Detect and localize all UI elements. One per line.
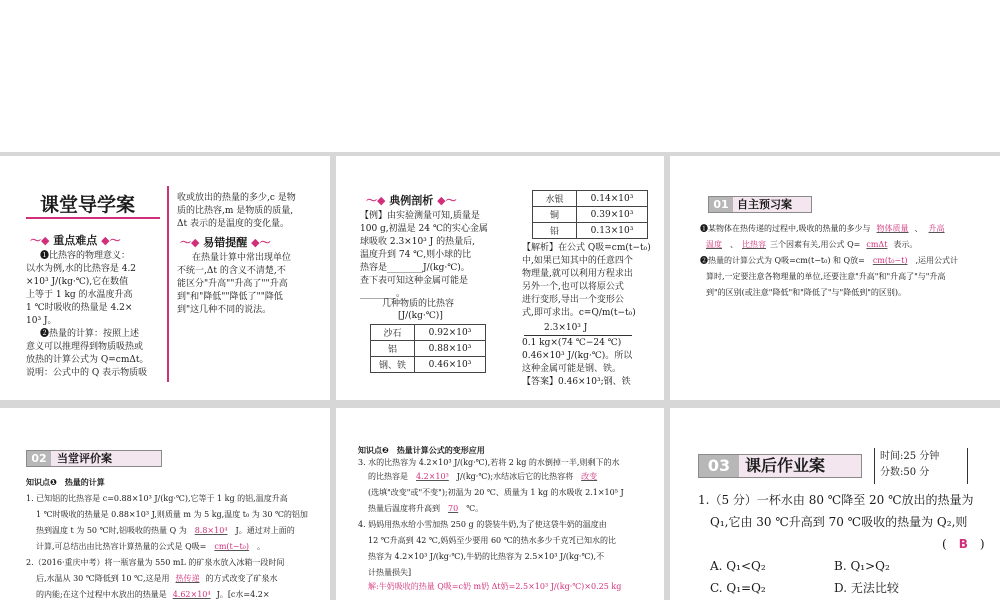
q1-line-3: 热到温度 t 为 50 ℃时,铝吸收的热量 Q 为 8.8×10⁴ J。通过对上面的 bbox=[36, 526, 295, 535]
fill-blank-q1a: 8.8×10⁴ bbox=[194, 526, 228, 535]
option-c: C. Q₁=Q₂ bbox=[710, 581, 766, 595]
hw-q1-line-1: 1.（5 分）一杯水由 80 ℃降至 20 ℃放出的热量为 bbox=[698, 493, 974, 507]
fill-blank-q3b: 改变 bbox=[581, 472, 598, 481]
specific-heat-table bbox=[370, 324, 486, 373]
key-line-4: 上等于 1 kg 的水温度升高 bbox=[26, 290, 133, 300]
section-label: 自主预习案 bbox=[737, 198, 792, 211]
heading-key-points: 〜◆ 重点难点 ◆〜 bbox=[30, 234, 121, 247]
material-cell: 水银 bbox=[533, 191, 577, 207]
key-line-9: 放热的计算公式为 Q=cmΔt。 bbox=[26, 355, 149, 365]
key-line-5: 1 ℃时吸收的热量是 4.2× bbox=[26, 303, 133, 313]
panel-homework bbox=[670, 408, 1000, 600]
time-limit: 时间:25 分钟 bbox=[880, 451, 940, 462]
analysis-line-6: 式,即可求出。c=Q/m(t−t₀) bbox=[522, 308, 636, 318]
example-line-7: ________。 bbox=[360, 289, 406, 299]
fill-blank-q2a: 热传递 bbox=[175, 574, 200, 583]
q1-line-2: 1 ℃时吸收的热量是 0.88×10³ J,则质量 m 为 5 kg,温度 t₀ 为 30 ℃的铝加 bbox=[36, 510, 308, 519]
analysis-line-1: 【解析】在公式 Q吸=cm(t−t₀) bbox=[522, 243, 651, 253]
answer-bracket: ( B ) bbox=[942, 537, 985, 551]
heading-error-tips: 〜◆ 易错提醒 ◆〜 bbox=[180, 236, 271, 249]
page-title: 课堂导学案 bbox=[40, 194, 136, 216]
panel-classroom-guide bbox=[0, 156, 330, 400]
example-line-2: 100 g,初温是 24 ℃的实心金属 bbox=[360, 224, 488, 234]
column-divider bbox=[167, 186, 169, 382]
heat-capacity-cell: 0.39×10³ bbox=[577, 207, 648, 223]
analysis-line-9: 0.46×10³ J/(kg·℃)。所以 bbox=[522, 351, 633, 361]
section-header-01 bbox=[708, 196, 812, 213]
example-line-1: 【例】由实验测量可知,质量是 bbox=[360, 211, 480, 221]
analysis-line-3: 物理量,就可以利用方程求出 bbox=[522, 269, 633, 279]
panel-classroom-evaluation bbox=[0, 408, 330, 600]
fraction-bar bbox=[524, 335, 632, 336]
example-line-5: 热容是________J/(kg·℃)。 bbox=[360, 263, 470, 273]
q4-line-4: 计热量损失] bbox=[368, 568, 412, 577]
key-line-8: 意义可以推理得到物质吸热或 bbox=[26, 342, 144, 352]
preview-line-4: 算时,一定要注意各物理量的单位,还要注意"升高"和"升高了"与"升高 bbox=[706, 272, 946, 281]
option-a: A. Q₁<Q₂ bbox=[710, 559, 766, 573]
section-number: 03 bbox=[699, 455, 739, 477]
score-total: 分数:50 分 bbox=[880, 467, 930, 478]
heat-capacity-cell: 0.92×10³ bbox=[415, 325, 486, 341]
heat-capacity-cell: 0.88×10³ bbox=[415, 341, 486, 357]
fill-blank-4: cmΔt bbox=[866, 240, 888, 249]
table-unit: [J/(kg·℃)] bbox=[398, 311, 443, 321]
fill-blank-5: cm(t₀−t) bbox=[872, 256, 908, 265]
section-label: 课后作业案 bbox=[745, 456, 826, 475]
table-title: 几种物质的比热容 bbox=[382, 299, 455, 309]
hw-q1-line-2: Q₁,它由 30 ℃升高到 70 ℃吸收的热量为 Q₂,则 bbox=[710, 515, 968, 529]
material-cell: 铜 bbox=[533, 207, 577, 223]
option-d: D. 无法比较 bbox=[834, 581, 899, 595]
knowledge-point-1: 知识点❶ 热量的计算 bbox=[26, 478, 105, 487]
preview-line-2: 温度 、 比热容 三个因素有关,用公式 Q= cmΔt 表示。 bbox=[706, 240, 918, 249]
heat-capacity-cell: 0.14×10³ bbox=[577, 191, 648, 207]
q1-line-1: 1. 已知铝的比热容是 c=0.88×10³ J/(kg·℃),它等于 1 kg 的铝,温度升高 bbox=[26, 494, 288, 503]
preview-line-3: ❷热量的计算公式为 Q吸=cm(t−t₀) 和 Q放= cm(t₀−t) ,运用公式计 bbox=[700, 256, 959, 265]
section-number: 01 bbox=[709, 197, 733, 212]
material-cell: 钢、铁 bbox=[371, 357, 415, 373]
fill-blank-q3a: 4.2×10³ bbox=[416, 472, 449, 481]
section-header-02 bbox=[26, 450, 162, 467]
key-line-2: 以水为例,水的比热容是 4.2 bbox=[26, 264, 137, 274]
table-row bbox=[371, 341, 486, 357]
solution-line: 解:牛奶吸收的热量 Q吸=c奶 m奶 Δt奶=2.5×10³ J/(kg·℃)×0.25 kg bbox=[368, 582, 622, 591]
q2-line-1: 2.（2016·重庆中考）将一瓶容量为 550 mL 的矿泉水放入冰箱一段时间 bbox=[26, 558, 285, 567]
preview-line-1: ❶某物体在热传递的过程中,吸收的热量的多少与 物体质量 、 升高 bbox=[700, 224, 945, 233]
material-cell: 铝 bbox=[371, 341, 415, 357]
analysis-denominator: 0.1 kg×(74 ℃−24 ℃) bbox=[522, 338, 622, 348]
q3-line-3: (选填"改变"或"不变");初温为 20 ℃、质量为 1 kg 的水吸收 2.1×10⁵ J bbox=[368, 488, 624, 497]
table-row bbox=[533, 191, 648, 207]
section-header-03 bbox=[698, 454, 862, 478]
page-divider-mid bbox=[0, 400, 1000, 408]
right-line-1: 收或放出的热量的多少,c 是物 bbox=[177, 193, 296, 203]
analysis-line-5: 进行变形,导出一个变形公 bbox=[522, 295, 624, 305]
fill-blank-1: 物体质量 bbox=[876, 224, 909, 233]
panel-self-preview bbox=[670, 156, 1000, 400]
key-line-1: ❶比热容的物理意义： bbox=[40, 251, 131, 261]
example-line-6: 查下表可知这种金属可能是 bbox=[360, 276, 469, 286]
analysis-line-2: 中,如果已知其中的任意四个 bbox=[522, 256, 633, 266]
key-line-10: 说明：公式中的 Q 表示物质吸 bbox=[26, 368, 148, 378]
heat-capacity-cell: 0.46×10³ bbox=[415, 357, 486, 373]
section-number: 02 bbox=[27, 451, 51, 466]
material-cell: 铅 bbox=[533, 223, 577, 239]
analysis-line-4: 另外一个,也可以将原公式 bbox=[522, 282, 624, 292]
q3-line-2: 的比热容是 4.2×10³ J/(kg·℃);水结冰后它的比热容将 改变 bbox=[368, 472, 598, 481]
answer-line: 【答案】0.46×10³;钢、铁 bbox=[522, 377, 631, 387]
fill-blank-q2b: 4.62×10⁴ bbox=[172, 590, 211, 599]
panel-formula-application bbox=[336, 408, 664, 600]
preview-line-5: 到"的区别(或注意"降低"和"降低了"与"降低到"的区别)。 bbox=[706, 288, 906, 297]
fill-blank-2b: 温度 bbox=[706, 240, 722, 249]
key-line-7: ❷热量的计算：按照上述 bbox=[40, 329, 140, 339]
analysis-numerator: 2.3×10³ J bbox=[544, 323, 588, 333]
q1-line-4: 计算,可总结出由比热容计算热量的公式是 Q吸= cm(t−t₀) 。 bbox=[36, 542, 266, 551]
right-line-3: Δt 表示的是温度的变化量。 bbox=[177, 219, 289, 229]
q3-line-4: 热量后温度将升高到 70 ℃。 bbox=[368, 504, 484, 513]
q2-line-3: 的内能;在这个过程中水放出的热量是 4.62×10⁴ J。[c水=4.2× bbox=[36, 590, 270, 599]
heat-capacity-cell: 0.13×10³ bbox=[577, 223, 648, 239]
key-line-3: ×10³ J/(kg·℃),它在数值 bbox=[26, 277, 129, 287]
q3-line-1: 3. 水的比热容为 4.2×10³ J/(kg·℃),若将 2 kg 的水倒掉一半,则剩下的水 bbox=[358, 458, 620, 467]
right-line-5: 不统一,Δt 的含义不清楚,不 bbox=[177, 266, 286, 276]
material-cell: 沙石 bbox=[371, 325, 415, 341]
example-line-3: 球吸收 2.3×10³ J 的热量后, bbox=[360, 237, 475, 247]
fill-blank-q1b: cm(t−t₀) bbox=[214, 542, 250, 551]
right-line-8: 到"这几种不同的说法。 bbox=[177, 305, 272, 315]
section-label: 当堂评价案 bbox=[57, 452, 112, 465]
q4-line-1: 4. 妈妈用热水给小雪加热 250 g 的袋装牛奶,为了使这袋牛奶的温度由 bbox=[358, 520, 607, 529]
panel-typical-example bbox=[336, 156, 664, 400]
right-line-4: 在热量计算中常出现单位 bbox=[192, 253, 292, 263]
fill-blank-2: 升高 bbox=[928, 224, 945, 233]
table-row bbox=[371, 357, 486, 373]
title-underline bbox=[26, 217, 160, 219]
q2-line-2: 后,水温从 30 ℃降低到 10 ℃,这是用 热传递 的方式改变了矿泉水 bbox=[36, 574, 278, 583]
analysis-line-10: 这种金属可能是钢、铁。 bbox=[522, 364, 622, 374]
option-b: B. Q₁>Q₂ bbox=[834, 559, 890, 573]
fill-blank-q3c: 70 bbox=[448, 504, 459, 513]
answer-value: B bbox=[958, 537, 968, 551]
example-line-4: 温度升到 74 ℃,则小球的比 bbox=[360, 250, 472, 260]
right-line-2: 质的比热容,m 是物质的质量, bbox=[177, 206, 294, 216]
specific-heat-table-continued bbox=[532, 190, 648, 239]
right-line-6: 能区分"升高""升高了""升高 bbox=[177, 279, 288, 289]
table-row bbox=[533, 207, 648, 223]
q4-line-2: 12 ℃升高到 42 ℃,妈妈至少要用 60 ℃的热水多少千克?[已知水的比 bbox=[368, 536, 617, 545]
right-line-7: 到"和"降低""降低了""降低 bbox=[177, 292, 283, 302]
fill-blank-3: 比热容 bbox=[742, 240, 766, 249]
knowledge-point-2: 知识点❷ 热量计算公式的变形应用 bbox=[358, 446, 485, 455]
q4-line-3: 热容为 4.2×10³ J/(kg·℃),牛奶的比热容为 2.5×10³ J/(kg·℃),不 bbox=[368, 552, 605, 561]
table-row bbox=[371, 325, 486, 341]
heading-example: 〜◆ 典例剖析 ◆〜 bbox=[366, 194, 457, 207]
table-row bbox=[533, 223, 648, 239]
key-line-6: 10³ J。 bbox=[26, 316, 57, 326]
